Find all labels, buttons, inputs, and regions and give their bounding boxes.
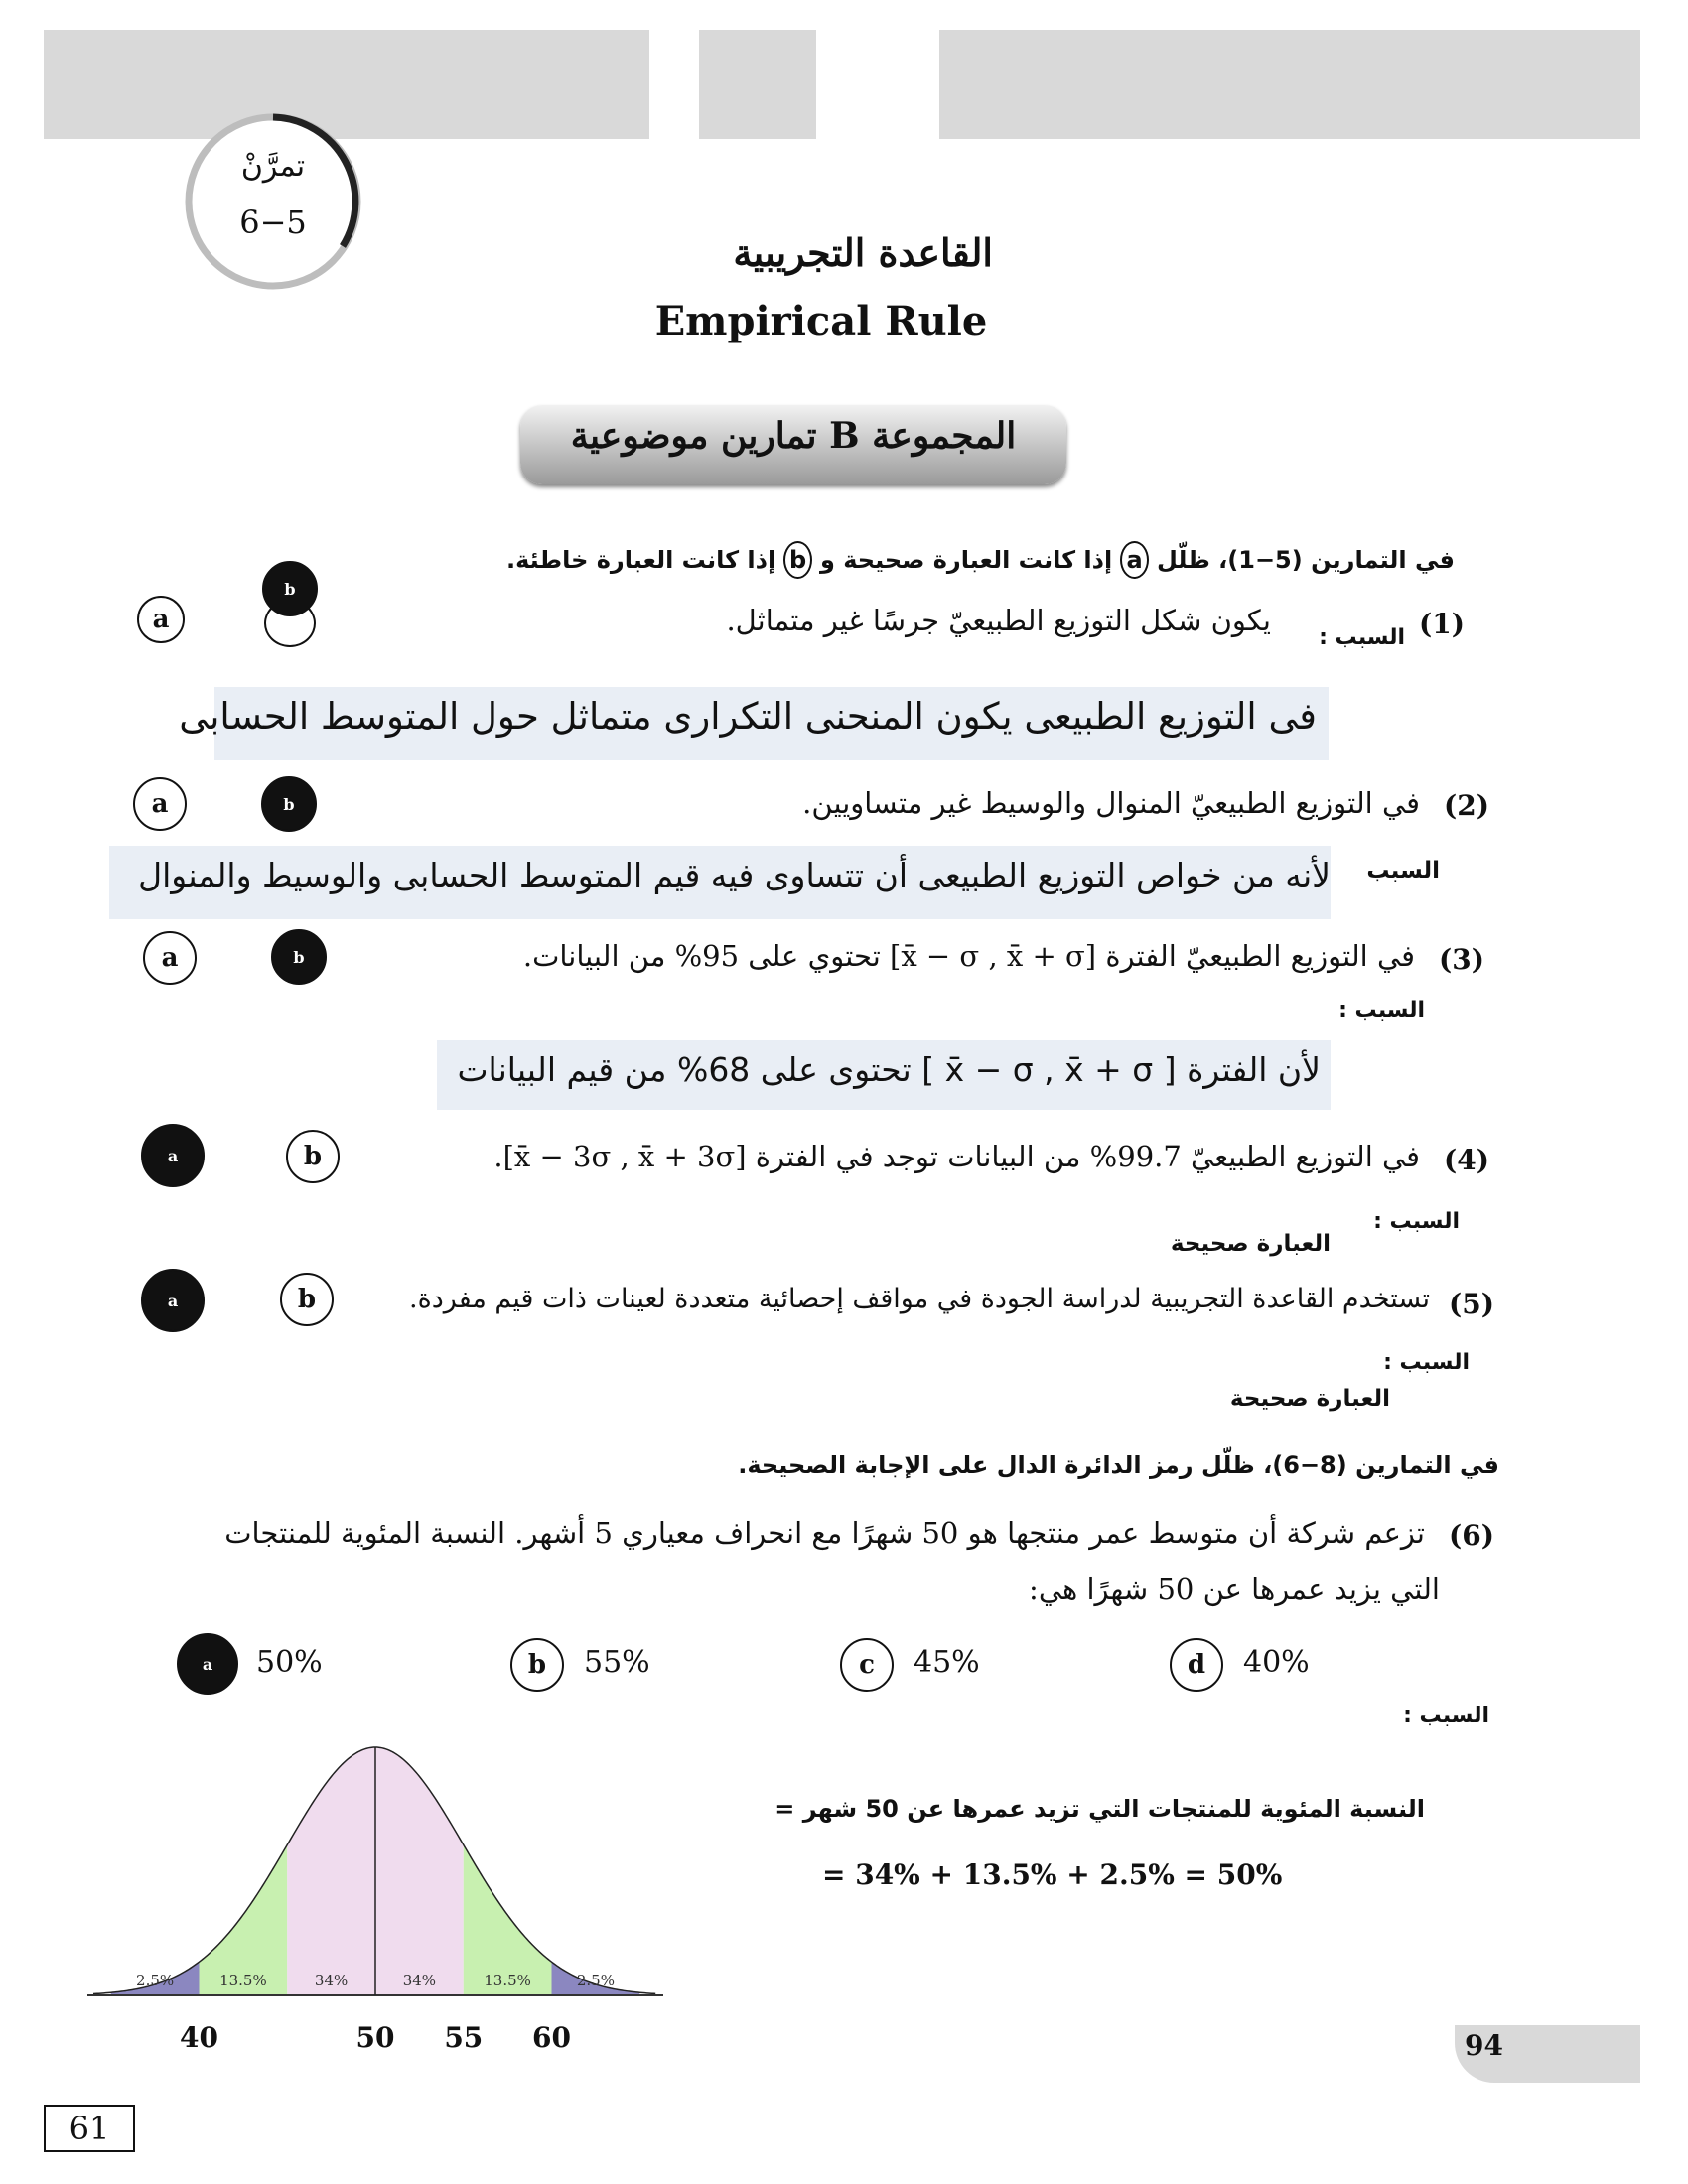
instructions-text-before: في التمارين (5−1)، ظلّل	[1156, 546, 1455, 574]
q5-reason-label: السبب :	[1383, 1350, 1470, 1375]
q6-option-a[interactable]: a	[177, 1633, 238, 1695]
q4-answer-text: العبارة صحيحة	[1170, 1231, 1331, 1257]
q6-option-d[interactable]: d	[1170, 1638, 1223, 1692]
q6-option-c-value: 45%	[914, 1645, 980, 1680]
q4-option-a[interactable]: a	[141, 1124, 205, 1187]
q6-option-a-value: 50%	[256, 1645, 323, 1680]
q3-answer-text: لأن الفترة [ x̄ − σ , x̄ + σ ] تحتوى على 68% من قيم البيانات	[457, 1050, 1321, 1089]
q4-text: في التوزيع الطبيعيّ 99.7% من البيانات توجد في الفترة [x̄ − 3σ , x̄ + 3σ].	[493, 1140, 1420, 1173]
group-label-text: المجموعة B تمارين موضوعية	[570, 415, 1017, 457]
curve-tick-label-0: 40	[180, 2021, 218, 2054]
q3-number: (3)	[1439, 943, 1484, 976]
curve-tick-label-1: 50	[355, 2021, 395, 2054]
curve-region-3	[375, 1747, 464, 1995]
q3-option-a[interactable]: a	[143, 931, 197, 985]
q1-option-b[interactable]: b	[262, 561, 318, 616]
q1-option-a[interactable]: a	[137, 596, 185, 643]
q6-option-d-value: 40%	[1243, 1645, 1310, 1680]
instructions-text-after: إذا كانت العبارة خاطئة.	[506, 546, 776, 574]
page-number-left: 61	[44, 2105, 135, 2152]
q2-option-b[interactable]: b	[261, 776, 317, 832]
q2-answer-text: لأنه من خواص التوزيع الطبيعى أن تتساوى فيه قيم المتوسط الحسابى والوسيط والمنوال	[138, 856, 1331, 894]
instructions-1-5	[506, 541, 1455, 579]
header-bar-middle	[699, 30, 816, 139]
q4-reason-label: السبب :	[1373, 1209, 1460, 1234]
q1-reason-label: السبب :	[1319, 625, 1405, 650]
curve-tick-label-3: 60	[532, 2021, 571, 2054]
instructions-6-8: في التمارين (8−6)، ظلّل رمز الدائرة الدال على الإجابة الصحيحة.	[738, 1451, 1499, 1479]
q6-reason-label: السبب :	[1403, 1704, 1489, 1728]
q1-answer-text: فى التوزيع الطبيعى يكون المنحنى التكرارى متماثل حول المتوسط الحسابى	[179, 695, 1317, 738]
q4-option-b[interactable]: b	[286, 1130, 340, 1183]
curve-region-label-4: 13.5%	[484, 1972, 531, 1989]
exercise-badge-number: 6−5	[239, 204, 307, 241]
q2-text: في التوزيع الطبيعيّ المنوال والوسيط غير متساويين.	[802, 786, 1420, 820]
q4-number: (4)	[1444, 1144, 1489, 1176]
q6-solution-line1: النسبة المئوية للمنتجات التي تزيد عمرها عن 50 شهر =	[774, 1795, 1425, 1823]
q1-number: (1)	[1419, 608, 1465, 640]
q5-option-b[interactable]: b	[280, 1273, 334, 1326]
normal-curve-chart	[87, 1727, 663, 2065]
q3-text: في التوزيع الطبيعيّ الفترة [x̄ − σ , x̄ + σ] تحتوي على 95% من البيانات.	[522, 939, 1415, 973]
q2-number: (2)	[1444, 789, 1489, 822]
q6-option-b-value: 55%	[584, 1645, 650, 1680]
curve-region-label-1: 13.5%	[219, 1972, 267, 1989]
curve-region-label-5: 2.5%	[576, 1972, 615, 1989]
q1-text: يكون شكل التوزيع الطبيعيّ جرسًا غير متماثل.	[726, 604, 1271, 637]
q6-text-line2: التي يزيد عمرها عن 50 شهرًا هي:	[1029, 1572, 1440, 1606]
exercise-badge-ring	[179, 107, 367, 296]
instructions-circle-a: a	[1120, 541, 1149, 579]
q6-solution-line2: = 34% + 13.5% + 2.5% = 50%	[822, 1858, 1283, 1891]
q3-option-b[interactable]: b	[271, 929, 327, 985]
curve-region-label-3: 34%	[402, 1972, 437, 1989]
curve-region-label-2: 34%	[314, 1972, 349, 1989]
q5-option-a[interactable]: a	[141, 1269, 205, 1332]
exercise-badge-word: تمرَّنْ	[240, 149, 306, 184]
q6-number: (6)	[1449, 1519, 1494, 1552]
page-title-english: Empirical Rule	[654, 298, 988, 344]
q2-option-a[interactable]: a	[133, 777, 187, 831]
q6-text-line1: تزعم شركة أن متوسط عمر منتجها هو 50 شهرًا مع انحراف معياري 5 أشهر. النسبة المئوية للمنتجات	[224, 1516, 1425, 1550]
q6-option-c[interactable]: c	[840, 1638, 894, 1692]
q5-number: (5)	[1449, 1288, 1494, 1320]
q3-reason-label: السبب :	[1338, 998, 1425, 1023]
curve-tick-label-2: 55	[444, 2021, 484, 2054]
q6-option-b[interactable]: b	[510, 1638, 564, 1692]
q5-answer-text: العبارة صحيحة	[1229, 1386, 1390, 1412]
page-number-right: 94	[1465, 2029, 1503, 2062]
q2-reason-label: السبب	[1366, 858, 1440, 884]
curve-region-label-0: 2.5%	[136, 1972, 175, 1989]
instructions-text-middle: إذا كانت العبارة صحيحة و	[819, 546, 1113, 574]
instructions-circle-b: b	[783, 541, 812, 579]
curve-region-2	[287, 1747, 375, 1995]
page-title-arabic: القاعدة التجريبية	[733, 230, 993, 275]
q5-text: تستخدم القاعدة التجريبية لدراسة الجودة في مواقف إحصائية متعددة لعينات ذات قيم مفردة.	[409, 1284, 1430, 1314]
header-bar-right	[939, 30, 1640, 139]
